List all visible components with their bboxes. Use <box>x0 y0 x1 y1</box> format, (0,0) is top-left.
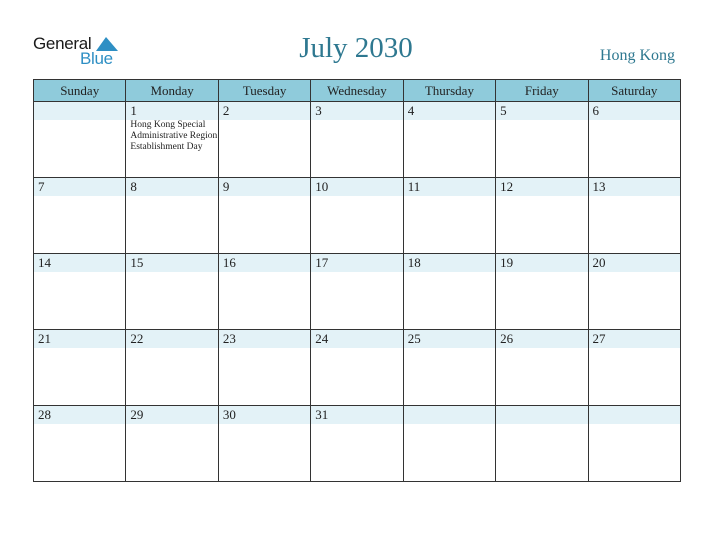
day-number: 10 <box>315 179 329 194</box>
day-cell <box>126 254 218 330</box>
day-cell <box>34 254 126 330</box>
day-number: 19 <box>500 255 514 270</box>
weekday-header: Tuesday <box>218 80 310 102</box>
day-cell <box>311 178 403 254</box>
calendar-grid <box>33 79 681 482</box>
holiday-label: Hong Kong Special Administrative Region Establishment Day <box>130 120 218 152</box>
day-number: 11 <box>407 179 421 194</box>
day-cell <box>218 178 310 254</box>
day-number: 29 <box>130 407 144 422</box>
day-cell <box>403 178 495 254</box>
weekday-header: Sunday <box>34 80 126 102</box>
day-cell <box>311 406 403 482</box>
day-number <box>496 406 587 408</box>
week-row <box>34 102 681 178</box>
day-number: 15 <box>130 255 144 270</box>
day-cell <box>588 406 680 482</box>
day-number: 1 <box>130 103 137 118</box>
day-band <box>404 406 495 424</box>
day-cell <box>34 406 126 482</box>
day-cell <box>588 102 680 178</box>
weekday-header: Wednesday <box>311 80 403 102</box>
week-row <box>34 178 681 254</box>
day-number: 12 <box>500 179 514 194</box>
day-cell <box>218 254 310 330</box>
day-cell <box>403 330 495 406</box>
day-number: 23 <box>222 331 236 346</box>
day-number: 4 <box>407 103 415 118</box>
day-number: 3 <box>315 103 322 118</box>
day-cell <box>311 254 403 330</box>
week-row <box>34 406 681 482</box>
day-number: 22 <box>130 331 144 346</box>
day-band <box>589 406 680 424</box>
day-number: 31 <box>315 407 329 422</box>
day-cell <box>496 406 588 482</box>
day-number: 2 <box>222 103 230 118</box>
day-cell <box>403 406 495 482</box>
day-cell <box>34 178 126 254</box>
weekday-header: Saturday <box>588 80 680 102</box>
day-cell <box>588 330 680 406</box>
weekday-header: Friday <box>496 80 588 102</box>
day-cell <box>34 102 126 178</box>
day-cell <box>311 330 403 406</box>
day-number: 13 <box>592 179 606 194</box>
day-number: 27 <box>592 331 606 346</box>
day-band <box>34 102 125 120</box>
day-number: 18 <box>407 255 421 270</box>
day-number: 30 <box>222 407 236 422</box>
day-number: 20 <box>592 255 606 270</box>
week-row <box>34 254 681 330</box>
logo-word-general: General <box>33 34 92 53</box>
day-cell <box>311 102 403 178</box>
day-cell <box>496 178 588 254</box>
weekday-header: Monday <box>126 80 218 102</box>
day-cell <box>588 178 680 254</box>
day-cell <box>403 102 495 178</box>
day-number: 16 <box>222 255 236 270</box>
day-number: 17 <box>315 255 329 270</box>
day-cell <box>126 330 218 406</box>
day-cell <box>126 178 218 254</box>
weekday-header-row <box>34 80 681 102</box>
day-cell <box>126 102 218 178</box>
day-number: 26 <box>500 331 514 346</box>
day-number: 7 <box>38 179 45 194</box>
day-number: 28 <box>38 407 51 422</box>
weekday-header: Thursday <box>403 80 495 102</box>
day-number <box>34 102 125 104</box>
day-number: 21 <box>38 331 51 346</box>
day-number <box>404 406 495 408</box>
day-number: 9 <box>222 179 230 194</box>
day-number: 14 <box>38 255 51 270</box>
day-cell <box>496 330 588 406</box>
country-label: Hong Kong <box>599 47 675 64</box>
day-number <box>589 406 680 408</box>
day-cell <box>218 102 310 178</box>
week-row <box>34 330 681 406</box>
day-cell <box>496 102 588 178</box>
day-cell <box>588 254 680 330</box>
day-number: 6 <box>592 103 600 118</box>
day-band <box>496 406 587 424</box>
day-number: 5 <box>500 103 507 118</box>
day-cell <box>218 330 310 406</box>
day-cell <box>218 406 310 482</box>
day-cell <box>126 406 218 482</box>
day-number: 8 <box>130 179 137 194</box>
day-cell <box>496 254 588 330</box>
day-cell <box>403 254 495 330</box>
day-number: 25 <box>407 331 421 346</box>
calendar-title: July 2030 <box>299 32 413 64</box>
day-cell <box>34 330 126 406</box>
day-number: 24 <box>315 331 329 346</box>
logo-word-blue: Blue <box>80 49 113 68</box>
